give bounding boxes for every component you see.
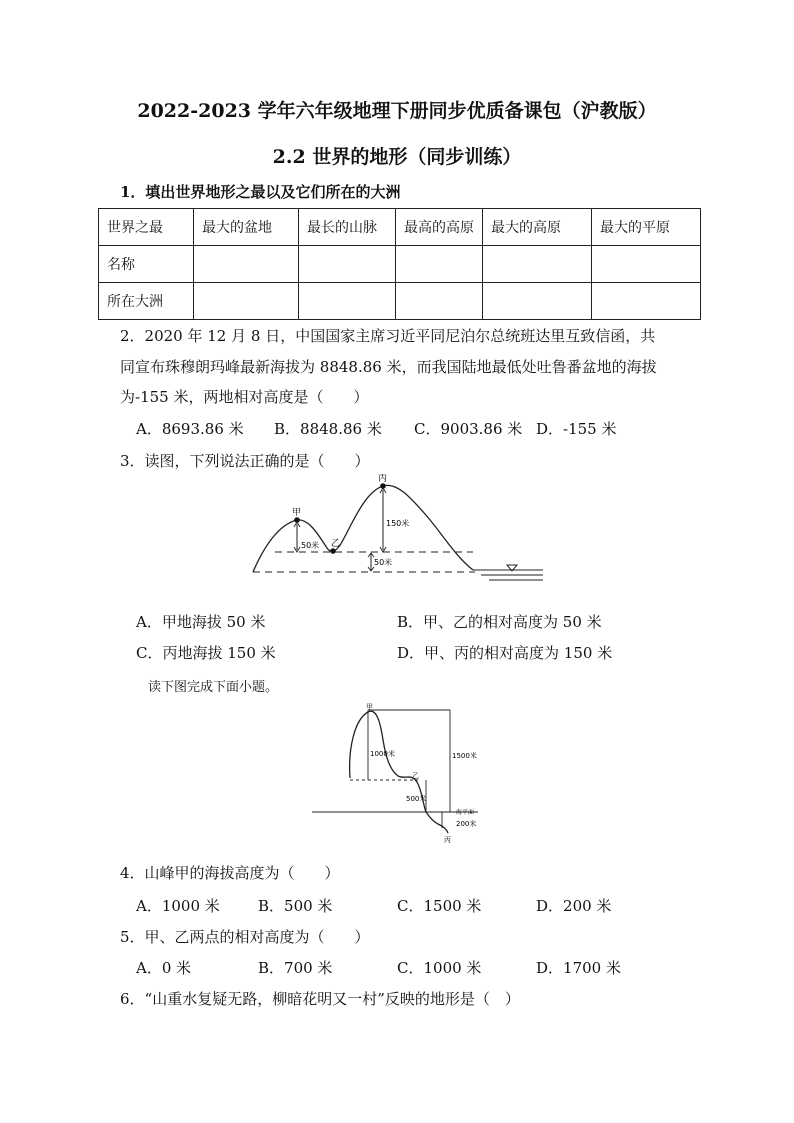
figure-height-50a: 50米 [301,541,320,550]
table-row [99,246,701,283]
figure-label-jia: 甲 [292,508,302,518]
question-1-text: 1．填出世界地形之最以及它们所在的大洲 [120,183,401,201]
figure-label-bing: 丙 [378,474,388,484]
q3-option-d[interactable]: D．甲、丙的相对高度为 150 米 [397,644,613,662]
table-cell-blank[interactable] [396,283,483,320]
figure-height-150: 150米 [386,519,410,528]
table-header-row [99,209,701,246]
table-cell-blank[interactable] [194,246,299,283]
terrain-profile-figure [245,474,550,584]
q5-option-d[interactable]: D．1700 米 [536,959,621,977]
table-row [99,283,701,320]
figure2-height-1500: 1500米 [452,752,477,760]
question-4-text: 4．山峰甲的海拔高度为（ ） [120,864,340,882]
q3-option-c[interactable]: C．丙地海拔 150 米 [136,644,276,662]
q3-option-b[interactable]: B．甲、乙的相对高度为 50 米 [397,613,602,631]
elevation-figure [308,700,508,845]
table-header-cell: 世界之最 [99,209,194,246]
table-cell-blank[interactable] [592,246,701,283]
question-2-line1: 2．2020 年 12 月 8 日，中国国家主席习近平同尼泊尔总统班达里互致信函，共 [120,327,656,345]
q2-option-c[interactable]: C．9003.86 米 [414,420,523,438]
figure2-label-jia: 甲 [366,703,373,711]
question-6-text: 6．“山重水复疑无路，柳暗花明又一村”反映的地形是（ ） [120,990,520,1008]
table-cell: 所在大洲 [99,283,194,320]
table-cell-blank[interactable] [299,283,396,320]
q4-option-c[interactable]: C．1500 米 [397,897,482,915]
table-header-cell: 最大的高原 [483,209,592,246]
table-cell-blank[interactable] [483,246,592,283]
q3-option-a[interactable]: A．甲地海拔 50 米 [136,613,266,631]
question-3-text: 3．读图，下列说法正确的是（ ） [120,452,370,470]
table-cell: 名称 [99,246,194,283]
q2-option-a[interactable]: A．8693.86 米 [136,420,244,438]
q4-option-a[interactable]: A．1000 米 [136,897,220,915]
figure2-height-200: 200米 [456,820,477,828]
q5-option-b[interactable]: B．700 米 [258,959,333,977]
q2-option-d[interactable]: D．-155 米 [536,420,617,438]
table-cell-blank[interactable] [483,283,592,320]
q5-option-c[interactable]: C．1000 米 [397,959,482,977]
q2-option-b[interactable]: B．8848.86 米 [274,420,382,438]
figure-label-yi: 乙 [331,539,341,549]
table-header-cell: 最大的平原 [592,209,701,246]
question-2-line2: 同宣布珠穆朗玛峰最新海拔为 8848.86 米，而我国陆地最低处吐鲁番盆地的海拔 [120,358,657,376]
figure-height-50b: 50米 [374,558,393,567]
page-title: 2022-2023 学年六年级地理下册同步优质备课包（沪教版） [137,100,657,122]
q5-option-a[interactable]: A．0 米 [136,959,192,977]
table-cell-blank[interactable] [592,283,701,320]
table-cell-blank[interactable] [396,246,483,283]
figure2-height-1000: 1000米 [370,750,395,758]
intro-text: 读下图完成下面小题。 [148,680,279,695]
q4-option-b[interactable]: B．500 米 [258,897,333,915]
question-5-text: 5．甲、乙两点的相对高度为（ ） [120,928,370,946]
page-subtitle: 2.2 世界的地形（同步训练） [272,146,522,168]
table-header-cell: 最大的盆地 [194,209,299,246]
figure2-height-500: 500米 [406,795,427,803]
table-header-cell: 最高的高原 [396,209,483,246]
landform-table [98,208,701,320]
table-cell-blank[interactable] [194,283,299,320]
q4-option-d[interactable]: D．200 米 [536,897,612,915]
figure2-sea-level: 海平面 [456,809,475,816]
table-header-cell: 最长的山脉 [299,209,396,246]
question-2-line3: 为-155 米，两地相对高度是（ ） [120,388,369,406]
figure2-label-yi: 乙 [412,772,419,780]
figure2-label-bing: 丙 [444,836,451,844]
table-cell-blank[interactable] [299,246,396,283]
